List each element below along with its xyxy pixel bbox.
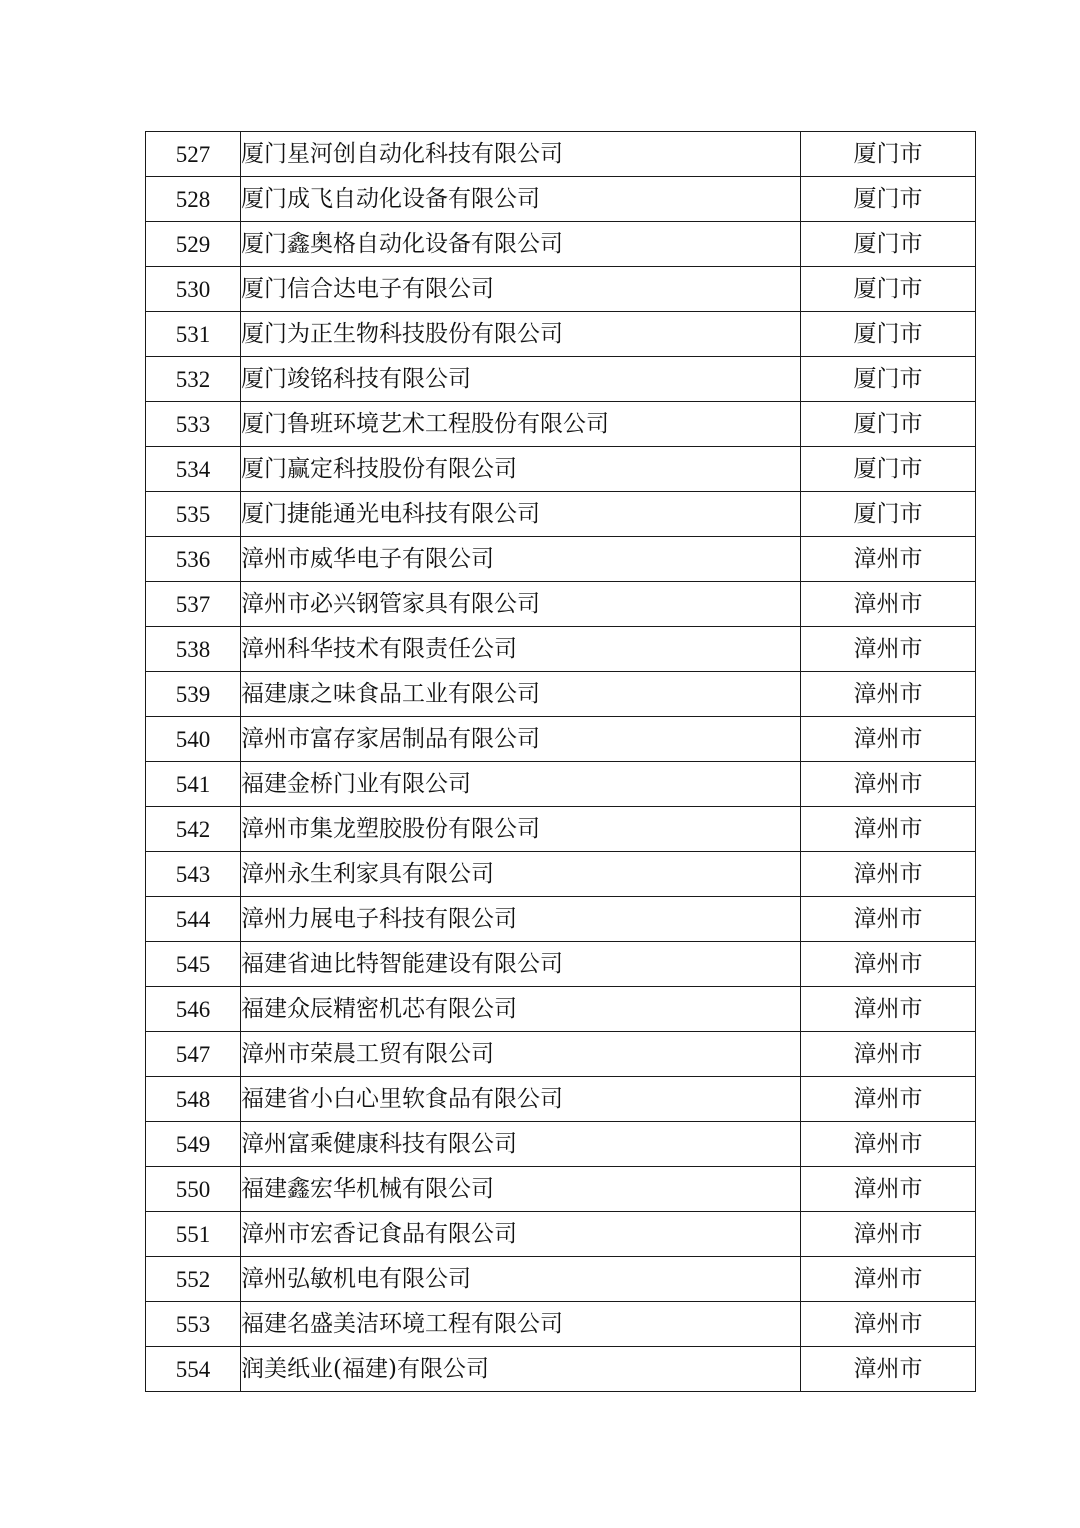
table-row (146, 1032, 976, 1077)
city-name: 漳州市 (801, 762, 976, 807)
company-name: 漳州市富存家居制品有限公司 (241, 717, 801, 762)
table-row (146, 1302, 976, 1347)
row-number: 536 (146, 537, 241, 582)
row-number: 552 (146, 1257, 241, 1302)
row-number: 553 (146, 1302, 241, 1347)
row-number: 528 (146, 177, 241, 222)
company-list-table (145, 131, 976, 1392)
city-name: 漳州市 (801, 1167, 976, 1212)
table-row (146, 1122, 976, 1167)
company-name: 漳州市必兴钢管家具有限公司 (241, 582, 801, 627)
city-name: 漳州市 (801, 1077, 976, 1122)
city-name: 厦门市 (801, 132, 976, 177)
row-number: 541 (146, 762, 241, 807)
table-row (146, 1212, 976, 1257)
company-name: 漳州市威华电子有限公司 (241, 537, 801, 582)
row-number: 540 (146, 717, 241, 762)
table-row (146, 717, 976, 762)
company-name: 福建名盛美洁环境工程有限公司 (241, 1302, 801, 1347)
city-name: 厦门市 (801, 402, 976, 447)
city-name: 漳州市 (801, 1032, 976, 1077)
row-number: 529 (146, 222, 241, 267)
company-name: 漳州市荣晨工贸有限公司 (241, 1032, 801, 1077)
company-name: 福建众辰精密机芯有限公司 (241, 987, 801, 1032)
city-name: 厦门市 (801, 222, 976, 267)
table-row (146, 897, 976, 942)
company-name: 福建省迪比特智能建设有限公司 (241, 942, 801, 987)
city-name: 漳州市 (801, 897, 976, 942)
row-number: 551 (146, 1212, 241, 1257)
table-row (146, 1167, 976, 1212)
city-name: 厦门市 (801, 447, 976, 492)
company-name: 福建康之味食品工业有限公司 (241, 672, 801, 717)
table-row (146, 312, 976, 357)
company-name: 厦门为正生物科技股份有限公司 (241, 312, 801, 357)
city-name: 漳州市 (801, 1347, 976, 1392)
row-number: 534 (146, 447, 241, 492)
table-row (146, 132, 976, 177)
company-name: 厦门赢定科技股份有限公司 (241, 447, 801, 492)
row-number: 550 (146, 1167, 241, 1212)
company-name: 福建鑫宏华机械有限公司 (241, 1167, 801, 1212)
company-name: 漳州弘敏机电有限公司 (241, 1257, 801, 1302)
row-number: 549 (146, 1122, 241, 1167)
row-number: 539 (146, 672, 241, 717)
row-number: 547 (146, 1032, 241, 1077)
row-number: 544 (146, 897, 241, 942)
row-number: 548 (146, 1077, 241, 1122)
table-row (146, 807, 976, 852)
table-row (146, 447, 976, 492)
company-name: 福建金桥门业有限公司 (241, 762, 801, 807)
city-name: 厦门市 (801, 312, 976, 357)
city-name: 厦门市 (801, 177, 976, 222)
table-row (146, 987, 976, 1032)
table-row (146, 1347, 976, 1392)
city-name: 漳州市 (801, 1302, 976, 1347)
company-name: 漳州市宏香记食品有限公司 (241, 1212, 801, 1257)
row-number: 543 (146, 852, 241, 897)
row-number: 533 (146, 402, 241, 447)
row-number: 532 (146, 357, 241, 402)
city-name: 漳州市 (801, 672, 976, 717)
table-row (146, 267, 976, 312)
company-name: 厦门信合达电子有限公司 (241, 267, 801, 312)
table-row (146, 627, 976, 672)
table-row (146, 672, 976, 717)
table-row (146, 222, 976, 267)
table-row (146, 1257, 976, 1302)
table-row (146, 357, 976, 402)
company-name: 润美纸业(福建)有限公司 (241, 1347, 801, 1392)
company-name: 厦门成飞自动化设备有限公司 (241, 177, 801, 222)
city-name: 漳州市 (801, 807, 976, 852)
table-row (146, 852, 976, 897)
company-name: 福建省小白心里软食品有限公司 (241, 1077, 801, 1122)
row-number: 546 (146, 987, 241, 1032)
city-name: 厦门市 (801, 357, 976, 402)
table-row (146, 1077, 976, 1122)
table-row (146, 402, 976, 447)
company-name: 厦门鲁班环境艺术工程股份有限公司 (241, 402, 801, 447)
company-name: 厦门星河创自动化科技有限公司 (241, 132, 801, 177)
table-row (146, 537, 976, 582)
company-name: 漳州市集龙塑胶股份有限公司 (241, 807, 801, 852)
company-name: 漳州富乘健康科技有限公司 (241, 1122, 801, 1167)
city-name: 漳州市 (801, 1257, 976, 1302)
company-name: 漳州科华技术有限责任公司 (241, 627, 801, 672)
table-row (146, 492, 976, 537)
city-name: 厦门市 (801, 492, 976, 537)
city-name: 漳州市 (801, 627, 976, 672)
table-row (146, 177, 976, 222)
city-name: 漳州市 (801, 852, 976, 897)
row-number: 530 (146, 267, 241, 312)
row-number: 545 (146, 942, 241, 987)
city-name: 漳州市 (801, 582, 976, 627)
table-row (146, 582, 976, 627)
row-number: 531 (146, 312, 241, 357)
city-name: 厦门市 (801, 267, 976, 312)
row-number: 538 (146, 627, 241, 672)
city-name: 漳州市 (801, 1212, 976, 1257)
city-name: 漳州市 (801, 537, 976, 582)
row-number: 537 (146, 582, 241, 627)
company-name: 厦门鑫奥格自动化设备有限公司 (241, 222, 801, 267)
row-number: 535 (146, 492, 241, 537)
company-name: 厦门竣铭科技有限公司 (241, 357, 801, 402)
city-name: 漳州市 (801, 987, 976, 1032)
city-name: 漳州市 (801, 942, 976, 987)
company-name: 漳州力展电子科技有限公司 (241, 897, 801, 942)
city-name: 漳州市 (801, 717, 976, 762)
row-number: 554 (146, 1347, 241, 1392)
city-name: 漳州市 (801, 1122, 976, 1167)
company-name: 漳州永生利家具有限公司 (241, 852, 801, 897)
row-number: 527 (146, 132, 241, 177)
table-row (146, 942, 976, 987)
table-body (146, 132, 976, 1392)
row-number: 542 (146, 807, 241, 852)
company-name: 厦门捷能通光电科技有限公司 (241, 492, 801, 537)
table-row (146, 762, 976, 807)
